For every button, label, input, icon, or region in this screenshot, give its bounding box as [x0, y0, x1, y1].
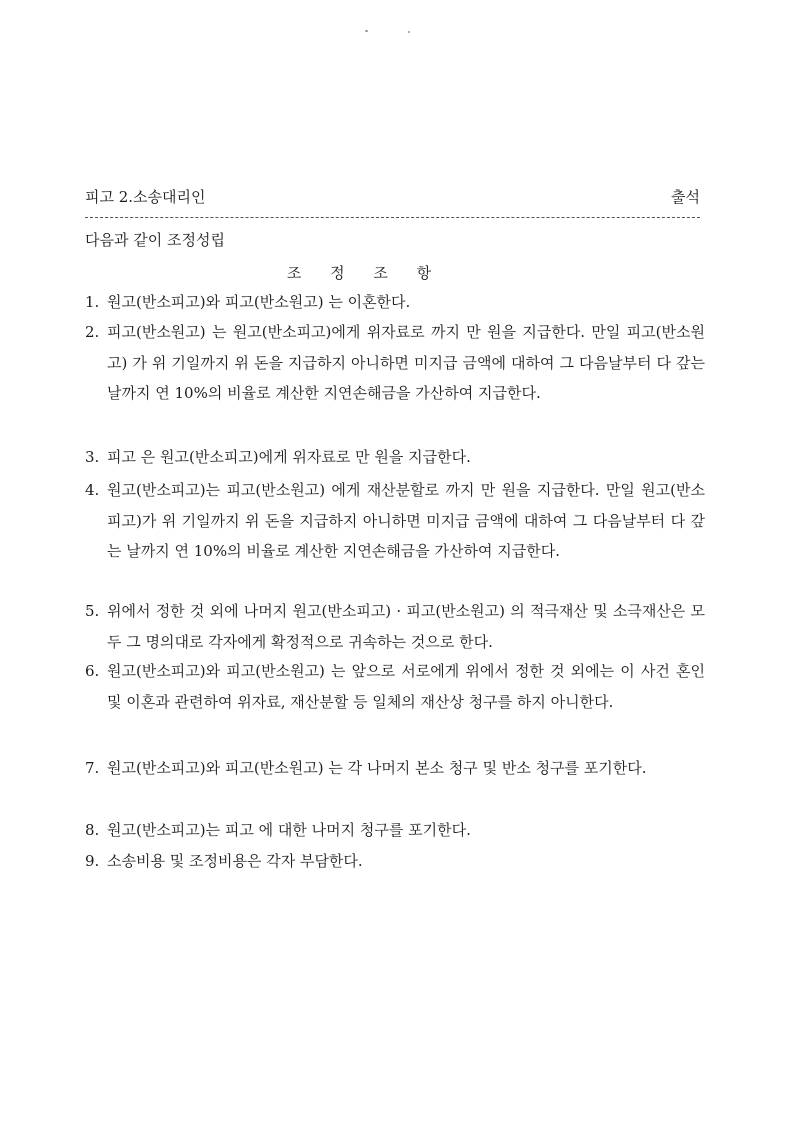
clause-number: 7.	[85, 759, 100, 777]
attendee-label: 피고 2.소송대리인	[85, 188, 206, 206]
clause-number: 5.	[85, 602, 100, 620]
clause-3	[85, 442, 705, 473]
section-title: 조 정 조 항	[286, 264, 444, 282]
clause-number: 3.	[85, 448, 100, 466]
clause-number: 1.	[85, 293, 100, 311]
settlement-statement: 다음과 같이 조정성립	[85, 231, 225, 249]
clause-7	[85, 753, 705, 784]
clause-9	[85, 846, 705, 877]
dashed-divider	[85, 217, 700, 218]
clause-8	[85, 815, 705, 846]
clause-number: 2.	[85, 323, 100, 341]
clause-number: 4.	[85, 481, 100, 499]
clause-2	[85, 317, 705, 409]
clause-number: 9.	[85, 852, 100, 870]
clause-number: 6.	[85, 662, 100, 680]
clause-4	[85, 475, 705, 567]
clause-6	[85, 656, 705, 717]
clause-text: 원고(반소피고)와 피고(반소원고) 는 각 나머지 본소 청구 및 반소 청구를 포기한다.	[107, 759, 647, 777]
clause-text: 위에서 정한 것 외에 나머지 원고(반소피고) · 피고(반소원고) 의 적극재산 및 소극재산은 모두 그 명의대로 각자에게 확정적으로 귀속하는 것으로 한다.	[107, 602, 705, 651]
clause-text: 원고(반소피고)는 피고(반소원고) 에게 재산분할로 까지 만 원을 지급한다. 만일 원고(반소피고)가 위 기일까지 위 돈을 지급하지 아니하면 미지급 금액에 대하여 그 다음날부터 다 갚는 날까지 연 10%의 비율로 계산한 지연손해금을 가산하여 지급한다.	[107, 481, 705, 560]
scan-speck	[408, 31, 410, 33]
clause-text: 피고 은 원고(반소피고)에게 위자료로 만 원을 지급한다.	[107, 448, 471, 466]
clause-text: 원고(반소피고)는 피고 에 대한 나머지 청구를 포기한다.	[107, 821, 471, 839]
scan-speck	[365, 30, 368, 32]
attendance-row	[85, 186, 700, 208]
clause-number: 8.	[85, 821, 100, 839]
attendance-status: 출석	[671, 188, 700, 206]
clause-5	[85, 596, 705, 657]
clause-text: 소송비용 및 조정비용은 각자 부담한다.	[107, 852, 363, 870]
clause-1	[85, 287, 705, 318]
clause-text: 원고(반소피고)와 피고(반소원고) 는 이혼한다.	[107, 293, 411, 311]
clause-text: 원고(반소피고)와 피고(반소원고) 는 앞으로 서로에게 위에서 정한 것 외에는 이 사건 혼인 및 이혼과 관련하여 위자료, 재산분할 등 일체의 재산상 청구를 하지 아니한다.	[107, 662, 705, 711]
clause-text: 피고(반소원고) 는 원고(반소피고)에게 위자료로 까지 만 원을 지급한다. 만일 피고(반소원고) 가 위 기일까지 위 돈을 지급하지 아니하면 미지급 금액에 대하여 그 다음날부터 다 갚는 날까지 연 10%의 비율로 계산한 지연손해금을 가산하여 지급한다.	[107, 323, 705, 402]
